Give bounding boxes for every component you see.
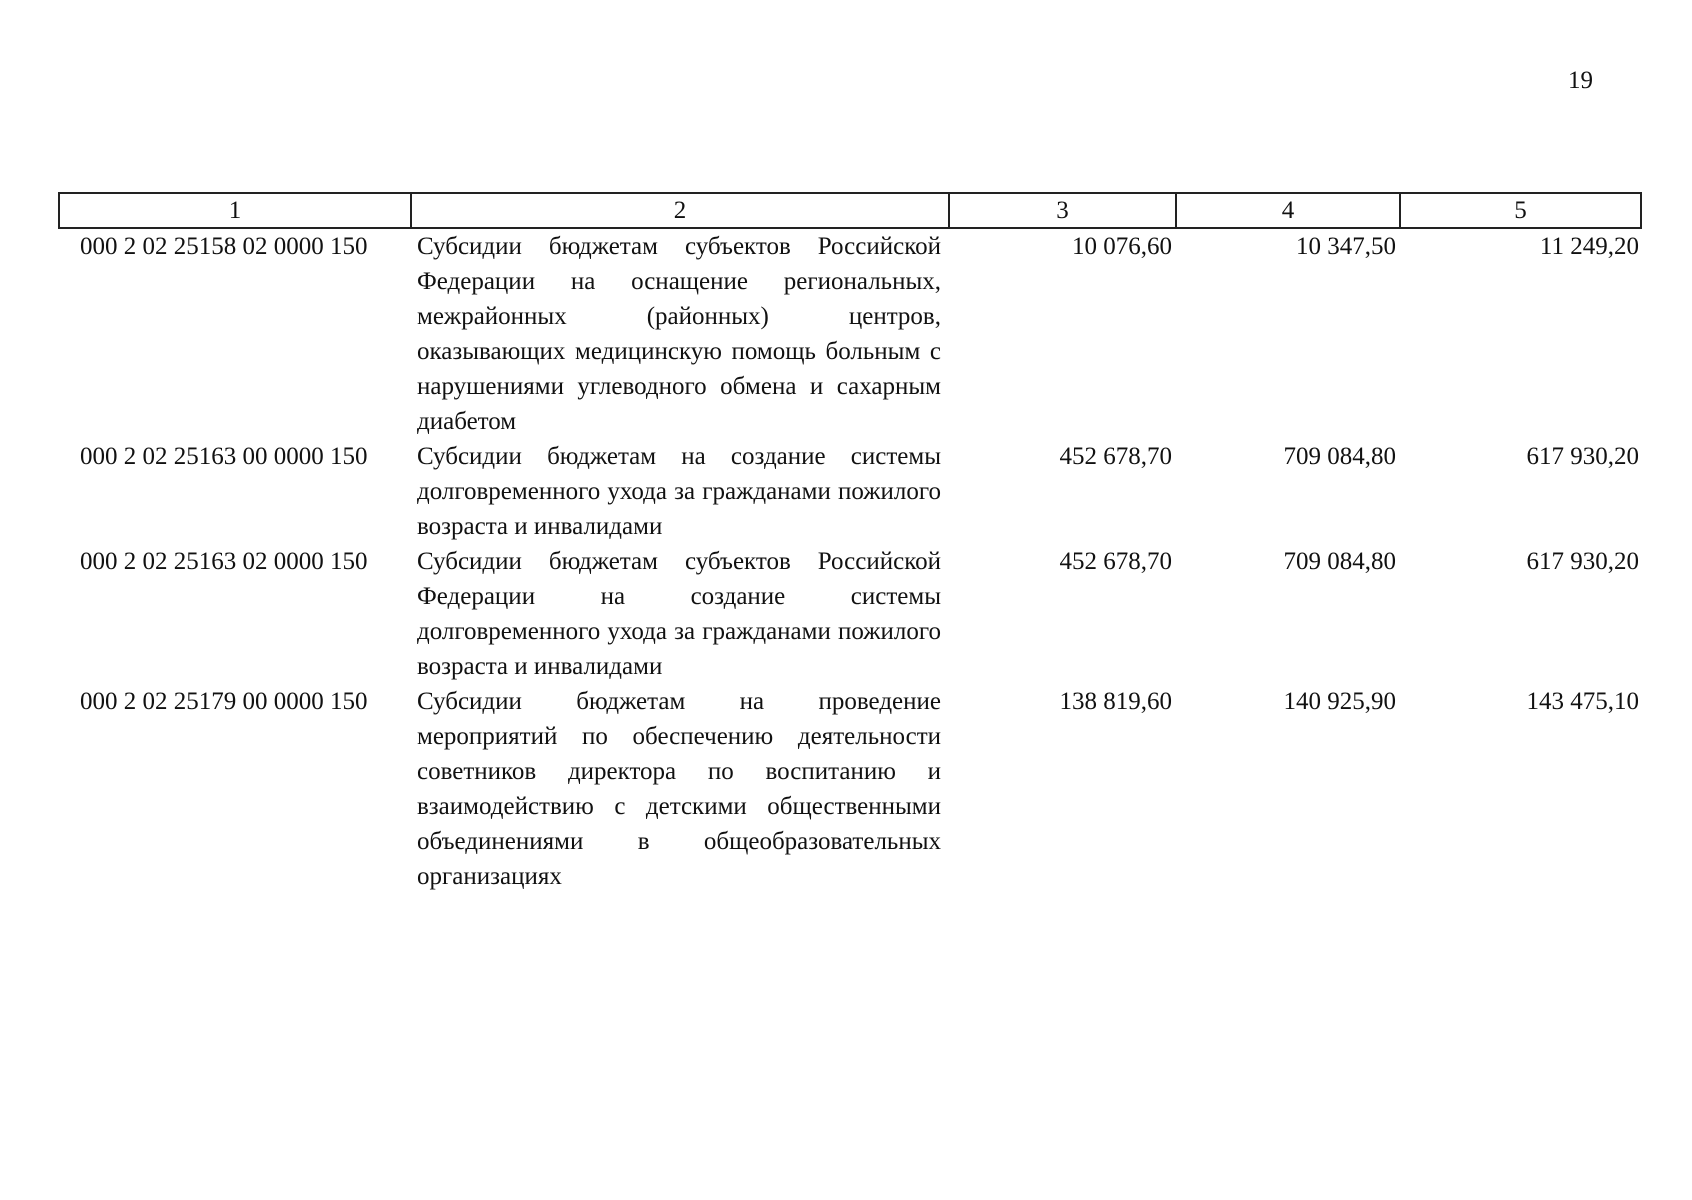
header-col-1: 1 xyxy=(59,193,411,228)
row-value-col4: 10 347,50 xyxy=(1296,233,1396,260)
header-col-4: 4 xyxy=(1176,193,1400,228)
table-row xyxy=(59,684,1641,894)
row-value-col5: 617 930,20 xyxy=(1526,443,1639,470)
row-value-col3: 452 678,70 xyxy=(1059,548,1172,575)
row-code: 000 2 02 25163 02 0000 150 xyxy=(80,548,368,575)
row-value-col5: 143 475,10 xyxy=(1526,688,1639,715)
row-code: 000 2 02 25158 02 0000 150 xyxy=(80,233,368,260)
header-col-2: 2 xyxy=(411,193,949,228)
header-col-3: 3 xyxy=(949,193,1176,228)
row-code: 000 2 02 25179 00 0000 150 xyxy=(80,688,368,715)
table-body xyxy=(59,228,1641,894)
row-description: Субсидии бюджетам на создание системы долговременного ухода за гражданами пожилого возраста и инвалидами xyxy=(417,443,941,540)
row-description: Субсидии бюджетам субъектов Российской Федерации на создание системы долговременного ухода за гражданами пожилого возраста и инвалидами xyxy=(417,548,941,680)
row-description: Субсидии бюджетам субъектов Российской Федерации на оснащение региональных, межрайонных (районных) центров, оказывающих медицинскую помощь больным с нарушениями углеводного обмена и сахарным диабетом xyxy=(417,233,941,435)
row-value-col5: 617 930,20 xyxy=(1526,548,1639,575)
row-value-col3: 10 076,60 xyxy=(1072,233,1172,260)
header-col-5: 5 xyxy=(1400,193,1641,228)
table-header xyxy=(59,193,1641,228)
table-row xyxy=(59,228,1641,439)
row-value-col3: 452 678,70 xyxy=(1059,443,1172,470)
row-value-col4: 709 084,80 xyxy=(1283,443,1396,470)
table-row xyxy=(59,439,1641,544)
row-code: 000 2 02 25163 00 0000 150 xyxy=(80,443,368,470)
row-description: Субсидии бюджетам на проведение мероприятий по обеспечению деятельности советников директора по воспитанию и взаимодействию с детскими общественными объединениями в общеобразовательных организациях xyxy=(417,688,941,890)
table-row xyxy=(59,544,1641,684)
budget-table xyxy=(58,192,1642,894)
page-number: 19 xyxy=(1568,67,1593,94)
row-value-col4: 709 084,80 xyxy=(1283,548,1396,575)
row-value-col5: 11 249,20 xyxy=(1539,233,1639,260)
row-value-col3: 138 819,60 xyxy=(1059,688,1172,715)
header-row xyxy=(59,193,1641,228)
row-value-col4: 140 925,90 xyxy=(1283,688,1396,715)
